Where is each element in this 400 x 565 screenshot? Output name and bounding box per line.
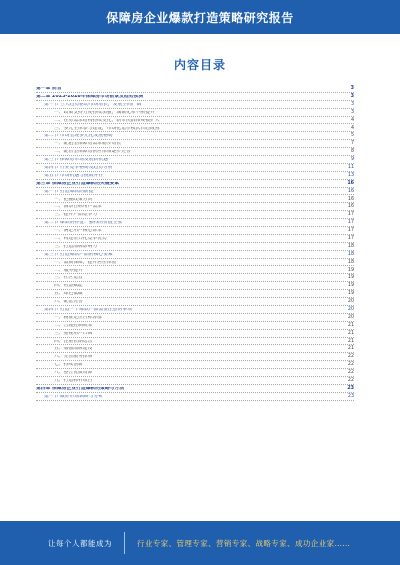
toc-entry-text: 一、政策支持力度持续加强，城镇化率不断提升 [54, 110, 155, 115]
footer-banner [0, 521, 400, 565]
toc-entry-text: 第二节 市场呈现多元化发展格局 [44, 134, 113, 139]
toc-entry[interactable] [36, 235, 354, 243]
toc-page-number: 13 [347, 172, 354, 178]
toc-entry[interactable] [36, 85, 354, 93]
toc-entry[interactable] [36, 203, 354, 211]
toc-entry[interactable] [36, 251, 354, 259]
toc-entry[interactable] [36, 393, 354, 401]
toc-entry-text: 三、提升产品竞争力 [54, 213, 98, 218]
toc-entry[interactable] [36, 322, 354, 330]
toc-entry[interactable] [36, 164, 354, 172]
toc-entry[interactable] [36, 172, 354, 180]
toc-entry[interactable] [36, 338, 354, 346]
toc-entry[interactable] [36, 345, 354, 353]
toc-page-number: 19 [347, 283, 354, 289]
toc-page-number: 21 [347, 322, 354, 328]
toc-entry[interactable] [36, 330, 354, 338]
toc-entry[interactable] [36, 93, 354, 101]
toc-entry-text: 六、配套完善 [54, 300, 83, 305]
toc-entry-text: 第一章 前言 [36, 87, 62, 92]
toc-entry-text: 第四章 保障房企业打造爆款的策略与方法 [36, 386, 125, 391]
toc-entry-text: 第一节 三大趋势驱动市场增长，发展空间广阔 [44, 102, 142, 107]
toc-entry-text: 二、洞察目标用户需求 [54, 205, 102, 210]
toc-page-number: 17 [347, 236, 354, 242]
report-title: 保障房企业爆款打造策略研究报告 [106, 10, 294, 25]
toc-entry-text: 第三章 保障房企业打造爆款的关键要素 [36, 181, 120, 186]
toc-page-number: 19 [347, 291, 354, 297]
toc-entry[interactable] [36, 266, 354, 274]
toc-entry-text: 五、绿色低碳 [54, 292, 83, 297]
toc-entry[interactable] [36, 219, 354, 227]
toc-page-number: 4 [350, 125, 354, 131]
toc-page-number: 7 [350, 141, 354, 147]
table-of-contents [36, 85, 354, 401]
toc-page-number: 16 [347, 188, 354, 194]
toc-entry-text: 四、智慧赋能 [54, 284, 83, 289]
toc-entry-text: 五、加强品牌建设 [54, 347, 93, 352]
toc-entry[interactable] [36, 306, 354, 314]
toc-page-number: 11 [347, 165, 354, 170]
report-header-banner [0, 0, 400, 34]
toc-entry-text: 第一节 做好市场调研与分析 [44, 394, 104, 399]
toc-entry[interactable] [36, 369, 354, 377]
toc-entry[interactable] [36, 140, 354, 148]
toc-page-number: 3 [350, 109, 354, 115]
toc-entry[interactable] [36, 156, 354, 164]
toc-entry-text: 二、合理控制成本 [54, 323, 93, 328]
toc-page-number: 20 [347, 307, 354, 313]
toc-page-number: 21 [347, 338, 354, 344]
toc-entry[interactable] [36, 361, 354, 369]
toc-page-number: 4 [350, 117, 354, 123]
footer-tagline: 行业专家、管理专家、营销专家、战略专家、成功企业家…… [137, 538, 351, 548]
toc-entry-text: 六、完善服务体系 [54, 355, 93, 360]
toc-entry-text: 第三节 保障房市场发展新机遇 [44, 158, 108, 163]
toc-entry-text: 二、构建差异化竞争优势 [54, 237, 107, 242]
toc-page-number: 23 [347, 385, 354, 391]
toc-entry-text: 一、配租型保障房需求稳步增长 [54, 142, 122, 147]
toc-entry[interactable] [36, 101, 354, 109]
toc-page-number: 17 [347, 228, 354, 234]
toc-entry-text: 九、打造标杆项目 [54, 379, 93, 384]
toc-entry-text: 二、配售型保障房供应体系逐步完善 [54, 150, 131, 155]
toc-entry[interactable] [36, 227, 354, 235]
toc-entry[interactable] [36, 195, 354, 203]
toc-entry-text: 八、整合优质资源 [54, 371, 93, 376]
toc-entry[interactable] [36, 132, 354, 140]
toc-page-number: 16 [347, 196, 354, 202]
toc-entry[interactable] [36, 148, 354, 156]
toc-entry[interactable] [36, 109, 354, 117]
toc-entry[interactable] [36, 211, 354, 219]
toc-entry[interactable] [36, 259, 354, 267]
toc-entry-text: 第四节 行业竞争格局及趋势分析 [44, 166, 113, 170]
toc-entry-text: 七、持续创新 [54, 363, 83, 368]
toc-entry-text: 一、品质保障，提升居住体验 [54, 260, 117, 265]
toc-entry[interactable] [36, 385, 354, 393]
toc-entry[interactable] [36, 353, 354, 361]
toc-page-number: 22 [347, 370, 354, 376]
toc-page-number: 18 [347, 243, 354, 249]
toc-page-number: 19 [347, 267, 354, 273]
toc-entry[interactable] [36, 290, 354, 298]
toc-page-number: 8 [350, 149, 354, 155]
toc-page-number: 9 [350, 157, 354, 163]
toc-entry[interactable] [36, 298, 354, 306]
toc-entry-text: 二、住房需求结构持续变化，新市民群体规模扩大 [54, 118, 160, 123]
toc-page-number: 23 [347, 393, 354, 399]
toc-entry[interactable] [36, 180, 354, 188]
toc-entry[interactable] [36, 243, 354, 251]
toc-page-number: 22 [347, 378, 354, 384]
toc-entry[interactable] [36, 117, 354, 125]
toc-page-number: 20 [347, 314, 354, 320]
toc-entry-text: 三、打造品牌影响力 [54, 244, 98, 249]
toc-page-number: 16 [347, 204, 354, 210]
toc-entry[interactable] [36, 282, 354, 290]
toc-entry-text: 一、精准定位目标客群 [54, 315, 102, 320]
toc-entry-text: 三、重视用户口碑 [54, 331, 93, 336]
toc-page-number: 5 [350, 133, 354, 139]
toc-page-number: 17 [347, 220, 354, 226]
toc-entry-text: 二、服务提升 [54, 268, 83, 273]
toc-page-number: 3 [350, 101, 354, 107]
toc-entry-text: 四、注重长期运营 [54, 339, 93, 344]
toc-entry-text: 一、满足用户核心诉求 [54, 229, 102, 234]
toc-page-number: 22 [347, 354, 354, 360]
toc-page-number: 21 [347, 330, 354, 336]
toc-entry-text: 三、多元主体参与建设，市场化运作模式日趋成熟 [54, 126, 160, 131]
footer-divider [124, 532, 125, 554]
toc-page-number: 3 [350, 86, 354, 92]
toc-entry-text: 第四节 打造一个爆款产品需要注意的事项 [44, 308, 132, 313]
toc-entry-text: 第五节 市场机遇与挑战并存 [44, 173, 104, 178]
footer-slogan: 让每个人都能成为 [48, 538, 112, 548]
toc-page-number: 16 [347, 180, 354, 186]
toc-page-number: 19 [347, 275, 354, 281]
toc-entry[interactable] [36, 377, 354, 385]
toc-page-number: 20 [347, 299, 354, 305]
toc-entry-text: 一、把握政策方向 [54, 197, 93, 202]
toc-entry-text: 第二章 2023-2028年保障房市场前景及趋势预测 [36, 94, 144, 99]
toc-entry-text: 第二节 爆款的特征：独特的价值主张 [44, 221, 123, 226]
toc-entry[interactable] [36, 314, 354, 322]
toc-heading: 内容目录 [173, 58, 226, 72]
toc-entry[interactable] [36, 188, 354, 196]
toc-page-number: 18 [347, 251, 354, 257]
toc-entry[interactable] [36, 124, 354, 132]
toc-page-number: 17 [347, 212, 354, 218]
toc-page-number: 18 [347, 259, 354, 265]
toc-entry[interactable] [36, 274, 354, 282]
toc-entry-text: 第一节 打造爆款的前提 [44, 189, 94, 194]
toc-page-number: 22 [347, 362, 354, 368]
toc-entry-text: 第三节 打造爆款产品的核心要素 [44, 252, 113, 257]
toc-entry-text: 三、社区运营 [54, 276, 83, 281]
toc-page-number: 21 [347, 346, 354, 352]
toc-page-number: 3 [350, 93, 354, 99]
